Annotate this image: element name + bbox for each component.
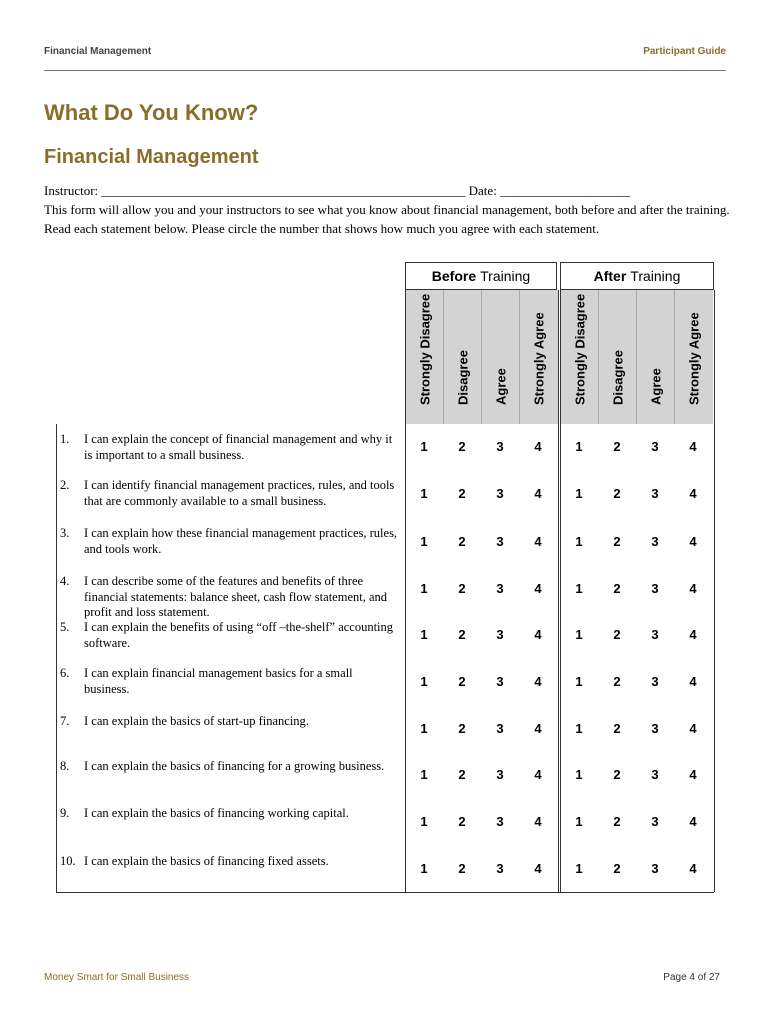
before-rating-option[interactable]: 4 — [534, 534, 542, 549]
before-rating-option[interactable]: 3 — [496, 581, 504, 596]
before-rating-option[interactable]: 4 — [534, 486, 542, 501]
after-rating-option[interactable]: 2 — [613, 767, 621, 782]
statement-text — [60, 806, 400, 822]
before-bold: Before — [431, 268, 477, 284]
statement-text — [60, 759, 400, 775]
after-training-header — [560, 262, 714, 290]
after-rating-option[interactable]: 3 — [651, 581, 659, 596]
after-rating-option[interactable]: 2 — [613, 674, 621, 689]
header-divider — [44, 70, 726, 71]
before-rating-option[interactable]: 4 — [534, 861, 542, 876]
after-rating-option[interactable]: 2 — [613, 861, 621, 876]
statement-body: I can explain the basics of start-up financing. — [84, 714, 309, 728]
column-header-label: Disagree — [455, 350, 471, 405]
before-rating-option[interactable]: 2 — [458, 486, 466, 501]
column-header-label: Strongly Agree — [531, 312, 547, 405]
statement-number: 2. — [60, 478, 70, 492]
before-rating-option[interactable]: 3 — [496, 814, 504, 829]
column-header-label: Strongly Disagree — [572, 293, 588, 405]
before-rating-option[interactable]: 3 — [496, 534, 504, 549]
table-row — [56, 470, 714, 518]
after-rating-option[interactable]: 1 — [575, 439, 583, 454]
before-rating-option[interactable]: 1 — [420, 581, 428, 596]
statement-body: I can identify financial management practices, rules, and tools that are commonly available to a small business. — [84, 478, 395, 508]
statement-number: 5. — [60, 620, 70, 634]
statement-text — [60, 620, 400, 651]
column-header — [481, 290, 520, 424]
before-rating-option[interactable]: 3 — [496, 861, 504, 876]
after-rating-option[interactable]: 4 — [689, 721, 697, 736]
before-rating-option[interactable]: 4 — [534, 627, 542, 642]
statement-text — [60, 714, 400, 730]
before-rating-option[interactable]: 3 — [496, 486, 504, 501]
after-rating-option[interactable]: 4 — [689, 534, 697, 549]
column-header-label: Disagree — [610, 350, 626, 405]
column-header-label: Strongly Agree — [686, 312, 702, 405]
table-row — [56, 798, 714, 846]
statement-number: 9. — [60, 806, 70, 820]
before-rating-option[interactable]: 4 — [534, 721, 542, 736]
page-title: What Do You Know? — [44, 100, 259, 125]
statement-text — [60, 526, 400, 557]
statement-number: 8. — [60, 759, 70, 773]
table-row — [56, 424, 714, 470]
before-rating-option[interactable]: 3 — [496, 721, 504, 736]
after-rating-option[interactable]: 3 — [651, 861, 659, 876]
column-header — [443, 290, 482, 424]
statement-text — [60, 666, 400, 697]
statement-number: 4. — [60, 574, 70, 588]
before-rating-option[interactable]: 1 — [420, 767, 428, 782]
before-rating-option[interactable]: 4 — [534, 581, 542, 596]
table-row — [56, 846, 714, 892]
before-rating-option[interactable]: 2 — [458, 581, 466, 596]
before-rating-option[interactable]: 1 — [420, 534, 428, 549]
column-header-label: Agree — [648, 368, 664, 405]
after-rating-option[interactable]: 3 — [651, 721, 659, 736]
after-rating-option[interactable]: 2 — [613, 721, 621, 736]
after-bold: After — [593, 268, 627, 284]
table-row — [56, 612, 714, 658]
header-section-title: Financial Management — [44, 46, 152, 57]
after-rating-option[interactable]: 2 — [613, 581, 621, 596]
statement-text — [60, 854, 400, 870]
column-header — [636, 290, 675, 424]
before-rating-option[interactable]: 3 — [496, 674, 504, 689]
after-rating-option[interactable]: 1 — [575, 861, 583, 876]
after-rating-option[interactable]: 4 — [689, 814, 697, 829]
footer-program-name: Money Smart for Small Business — [44, 972, 190, 983]
after-rating-option[interactable]: 1 — [575, 581, 583, 596]
after-rating-option[interactable]: 1 — [575, 721, 583, 736]
header-guide-label: Participant Guide — [643, 46, 726, 57]
after-rating-option[interactable]: 2 — [613, 814, 621, 829]
statement-number: 7. — [60, 714, 70, 728]
before-rating-option[interactable]: 1 — [420, 486, 428, 501]
before-rating-option[interactable]: 2 — [458, 534, 466, 549]
statement-text — [60, 432, 400, 463]
after-rating-option[interactable]: 2 — [613, 439, 621, 454]
after-rating-option[interactable]: 3 — [651, 439, 659, 454]
before-rating-option[interactable]: 3 — [496, 767, 504, 782]
after-rating-option[interactable]: 4 — [689, 627, 697, 642]
statement-number: 1. — [60, 432, 70, 446]
after-rating-option[interactable]: 4 — [689, 439, 697, 454]
table-row — [56, 751, 714, 798]
after-rating-option[interactable]: 2 — [613, 534, 621, 549]
statement-text — [60, 478, 400, 509]
statement-number: 6. — [60, 666, 70, 680]
before-rating-option[interactable]: 2 — [458, 814, 466, 829]
after-rating-option[interactable]: 1 — [575, 486, 583, 501]
before-rating-option[interactable]: 1 — [420, 721, 428, 736]
column-header — [598, 290, 637, 424]
after-rating-option[interactable]: 2 — [613, 627, 621, 642]
after-rating-option[interactable]: 3 — [651, 627, 659, 642]
before-rating-option[interactable]: 4 — [534, 674, 542, 689]
after-rating-option[interactable]: 2 — [613, 486, 621, 501]
before-rating-option[interactable]: 1 — [420, 861, 428, 876]
after-rating-option[interactable]: 1 — [575, 814, 583, 829]
before-rating-option[interactable]: 1 — [420, 674, 428, 689]
column-header — [560, 290, 599, 424]
before-rating-option[interactable]: 2 — [458, 767, 466, 782]
after-rating-option[interactable]: 1 — [575, 627, 583, 642]
statement-body: I can explain how these financial management practices, rules, and tools work. — [84, 526, 398, 556]
statement-body: I can explain financial management basics for a small business. — [84, 666, 353, 696]
footer-page-number: Page 4 of 27 — [663, 972, 720, 983]
before-rating-option[interactable]: 2 — [458, 439, 466, 454]
before-rest: Training — [480, 268, 531, 284]
statement-body: I can explain the basics of financing working capital. — [84, 806, 349, 820]
statement-number: 3. — [60, 526, 70, 540]
after-rating-option[interactable]: 4 — [689, 861, 697, 876]
before-rating-option[interactable]: 1 — [420, 627, 428, 642]
table-vertical-line — [714, 290, 715, 892]
before-training-header — [405, 262, 557, 290]
table-row — [56, 518, 714, 566]
before-rating-option[interactable]: 4 — [534, 767, 542, 782]
before-rating-option[interactable]: 4 — [534, 439, 542, 454]
table-row — [56, 706, 714, 751]
after-rating-option[interactable]: 4 — [689, 674, 697, 689]
after-rating-option[interactable]: 3 — [651, 814, 659, 829]
column-header — [405, 290, 444, 424]
after-rating-option[interactable]: 3 — [651, 767, 659, 782]
statement-body: I can describe some of the features and benefits of three financial statements: balance sheet, cash flow statement, and profit and loss statement. — [84, 574, 388, 619]
after-rating-option[interactable]: 1 — [575, 767, 583, 782]
after-rating-option[interactable]: 3 — [651, 534, 659, 549]
before-rating-option[interactable]: 2 — [458, 721, 466, 736]
statement-body: I can explain the basics of financing fixed assets. — [84, 854, 329, 868]
before-rating-option[interactable]: 2 — [458, 674, 466, 689]
before-rating-option[interactable]: 2 — [458, 861, 466, 876]
after-rating-option[interactable]: 3 — [651, 486, 659, 501]
before-rating-option[interactable]: 1 — [420, 814, 428, 829]
before-rating-option[interactable]: 2 — [458, 627, 466, 642]
column-header-label: Strongly Disagree — [417, 293, 433, 405]
after-rating-option[interactable]: 1 — [575, 534, 583, 549]
after-rating-option[interactable]: 4 — [689, 767, 697, 782]
statement-body: I can explain the basics of financing for a growing business. — [84, 759, 385, 773]
column-header — [519, 290, 558, 424]
after-rating-option[interactable]: 4 — [689, 581, 697, 596]
column-header — [674, 290, 713, 424]
before-rating-option[interactable]: 3 — [496, 439, 504, 454]
before-rating-option[interactable]: 4 — [534, 814, 542, 829]
after-rating-option[interactable]: 1 — [575, 674, 583, 689]
statement-number: 10. — [60, 854, 76, 868]
table-row — [56, 566, 714, 619]
after-rating-option[interactable]: 4 — [689, 486, 697, 501]
before-rating-option[interactable]: 1 — [420, 439, 428, 454]
after-rating-option[interactable]: 3 — [651, 674, 659, 689]
after-rest: Training — [630, 268, 681, 284]
page-subtitle: Financial Management — [44, 146, 259, 168]
before-rating-option[interactable]: 3 — [496, 627, 504, 642]
statement-body: I can explain the concept of financial management and why it is important to a small business. — [84, 432, 393, 462]
instructor-date-line: Instructor: ________________________________________________________ Date: ____________________ — [44, 183, 631, 198]
table-row — [56, 658, 714, 706]
intro-paragraph: This form will allow you and your instructors to see what you know about financial management, both before and after the training. Read each statement below. Please circle the number that shows how much you agree with each statement. — [44, 202, 730, 236]
column-header-label: Agree — [493, 368, 509, 405]
statement-body: I can explain the benefits of using “off –the-shelf” accounting software. — [84, 620, 394, 650]
